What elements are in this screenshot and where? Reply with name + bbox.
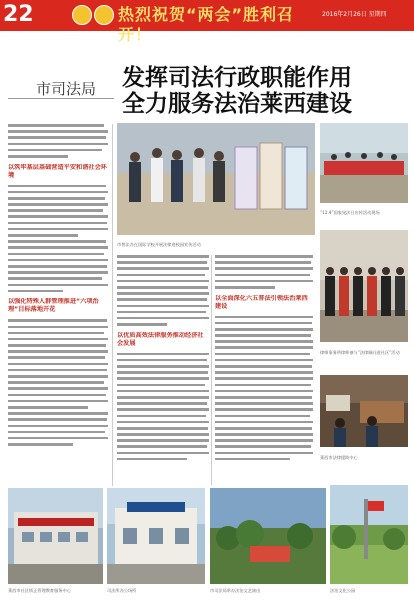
article-column-1: [8, 124, 108, 486]
caption-8: 司法所办公场所: [107, 588, 137, 593]
header-title: 热烈祝贺“两会”胜利召开！: [118, 5, 295, 44]
photo-legal-aid: [320, 375, 408, 447]
photo-judicial-office: [107, 488, 205, 584]
caption-6: 法治文化公园: [330, 588, 356, 593]
photo-performance: [210, 488, 326, 584]
subhead-4: 以全面深化六五普法引领法治莱西建设: [215, 294, 308, 310]
photo-correction-center: [8, 488, 103, 584]
main-title-line2: 全力服务法治莱西建设: [122, 91, 352, 117]
national-emblem-icon: [94, 5, 114, 25]
caption-1: 市普法办在国际学校开展法律进校园宣传活动: [117, 242, 201, 247]
caption-2: “12.4”国家宪法日宣传活动现场: [320, 210, 380, 215]
article-column-2: [117, 255, 209, 485]
photo-park: [330, 485, 408, 584]
caption-5: 市司法局举办法治文艺演出: [210, 588, 261, 593]
header-date: 2016年2月26日 星期四: [322, 11, 387, 18]
department-label: 市司法局: [36, 80, 97, 98]
photo-exhibition: [117, 123, 315, 235]
column-rule: [211, 255, 212, 485]
subhead-1: 以筑牢基层基础营造平安和谐社会环境: [8, 163, 107, 179]
subhead-2: 以强化特殊人群管理推进“六项治理”目标落地开花: [8, 298, 99, 314]
party-emblem-icon: [72, 5, 92, 25]
page-number: 22: [3, 2, 34, 27]
article-column-3: [215, 255, 313, 485]
caption-3: 律师事务所律师参与“法律顾问进社区”活动: [320, 350, 400, 355]
caption-7: 莱西市社区矫正管理教育服务中心: [8, 588, 71, 593]
photo-constitution-day: [320, 123, 408, 203]
main-title-line1: 发挥司法行政职能作用: [122, 65, 352, 91]
column-rule: [112, 124, 113, 486]
caption-4: 莱西市法律援助中心: [320, 455, 358, 460]
photo-lawyers: [320, 230, 408, 342]
subhead-3: 以优质高效法律服务推动经济社会发展: [117, 331, 204, 347]
divider: [8, 98, 114, 99]
